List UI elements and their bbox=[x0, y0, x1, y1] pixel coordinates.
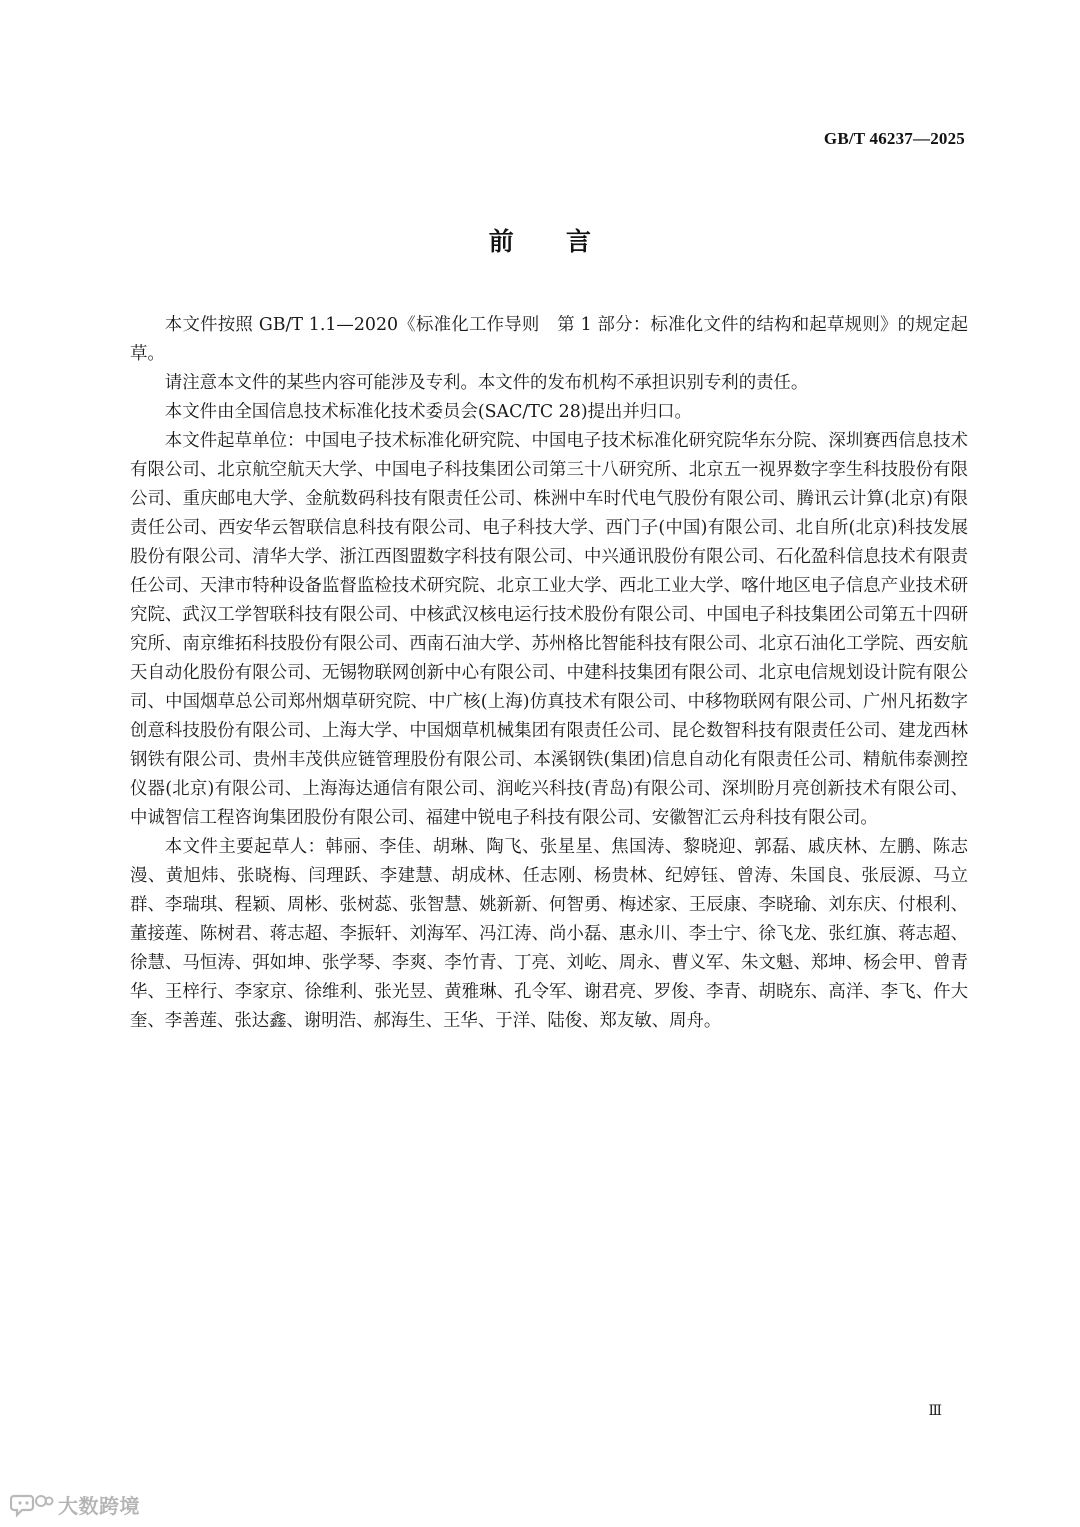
paragraph-patent-notice: 请注意本文件的某些内容可能涉及专利。本文件的发布机构不承担识别专利的责任。 bbox=[164, 373, 809, 393]
paragraph-drafters: 本文件主要起草人：韩丽、李佳、胡琳、陶飞、张星星、焦国涛、黎晓迎、郭磊、戚庆林、左鹏、陈志漫、黄旭炜、张晓梅、闫理跃、李建慧、胡成林、任志刚、杨贵林、纪婷钰、曾涛、朱国良、张辰源、马立群、李瑞琪、程颖、周彬、张树蕊、张智慧、姚新新、何智勇、梅述家、王辰康、李晓瑜、刘东庆、付根利、董接莲、陈树君、蒋志超、李振轩、刘海军、冯江涛、尚小磊、惠永川、李士宁、徐飞龙、张红旗、蒋志超、徐慧、马恒涛、弭如坤、张学琴、李爽、李竹青、丁亮、刘屹、周永、曹义军、朱文魁、郑坤、杨会甲、曾青华、王梓行、李家京、徐维利、张光昱、黄雅琳、孔令军、谢君亮、罗俊、李青、胡晓东、高洋、李飞、仵大奎、李善莲、张达鑫、谢明浩、郝海生、王华、于洋、陆俊、郑友敏、周舟。 bbox=[130, 837, 968, 1031]
paragraph-committee: 本文件由全国信息技术标准化技术委员会(SAC/TC 28)提出并归口。 bbox=[164, 402, 692, 422]
paragraph-drafting-units: 本文件起草单位：中国电子技术标准化研究院、中国电子技术标准化研究院华东分院、深圳赛西信息技术有限公司、北京航空航天大学、中国电子科技集团公司第三十八研究所、北京五一视界数字孪生科技股份有限公司、重庆邮电大学、金航数码科技有限责任公司、株洲中车时代电气股份有限公司、腾讯云计算(北京)有限责任公司、西安华云智联信息科技有限公司、电子科技大学、西门子(中国)有限公司、北自所(北京)科技发展股份有限公司、清华大学、浙江西图盟数字科技有限公司、中兴通讯股份有限公司、石化盈科信息技术有限责任公司、天津市特种设备监督监检技术研究院、北京工业大学、西北工业大学、喀什地区电子信息产业技术研究院、武汉工学智联科技有限公司、中核武汉核电运行技术股份有限公司、中国电子科技集团公司第五十四研究所、南京维拓科技股份有限公司、西南石油大学、苏州格比智能科技有限公司、北京石油化工学院、西安航天自动化股份有限公司、无锡物联网创新中心有限公司、中建科技集团有限公司、北京电信规划设计院有限公司、中国烟草总公司郑州烟草研究院、中广核(上海)仿真技术有限公司、中移物联网有限公司、广州凡拓数字创意科技股份有限公司、上海大学、中国烟草机械集团有限责任公司、昆仑数智科技有限责任公司、建龙西林钢铁有限公司、贵州丰茂供应链管理股份有限公司、本溪钢铁(集团)信息自动化有限责任公司、精航伟泰测控仪器(北京)有限公司、上海海达通信有限公司、润屹兴科技(青岛)有限公司、深圳盼月亮创新技术有限公司、中诚智信工程咨询集团股份有限公司、福建中锐电子科技有限公司、安徽智汇云舟科技有限公司。 bbox=[130, 431, 968, 828]
page-title-char-2: 言 bbox=[566, 227, 592, 256]
standard-code: GB/T 46237—2025 bbox=[823, 129, 965, 148]
watermark bbox=[10, 1490, 140, 1519]
watermark-text: 大数跨境 bbox=[58, 1494, 140, 1518]
chat-bubble-icon bbox=[10, 1492, 54, 1518]
page-number: Ⅲ bbox=[928, 1404, 942, 1419]
foreword-body bbox=[130, 311, 968, 1036]
page-title-char-1: 前 bbox=[488, 227, 514, 256]
page-title bbox=[0, 222, 1080, 258]
paragraph-drafting-rules: 本文件按照 GB/T 1.1—2020《标准化工作导则 第 1 部分：标准化文件的结构和起草规则》的规定起草。 bbox=[130, 315, 968, 364]
